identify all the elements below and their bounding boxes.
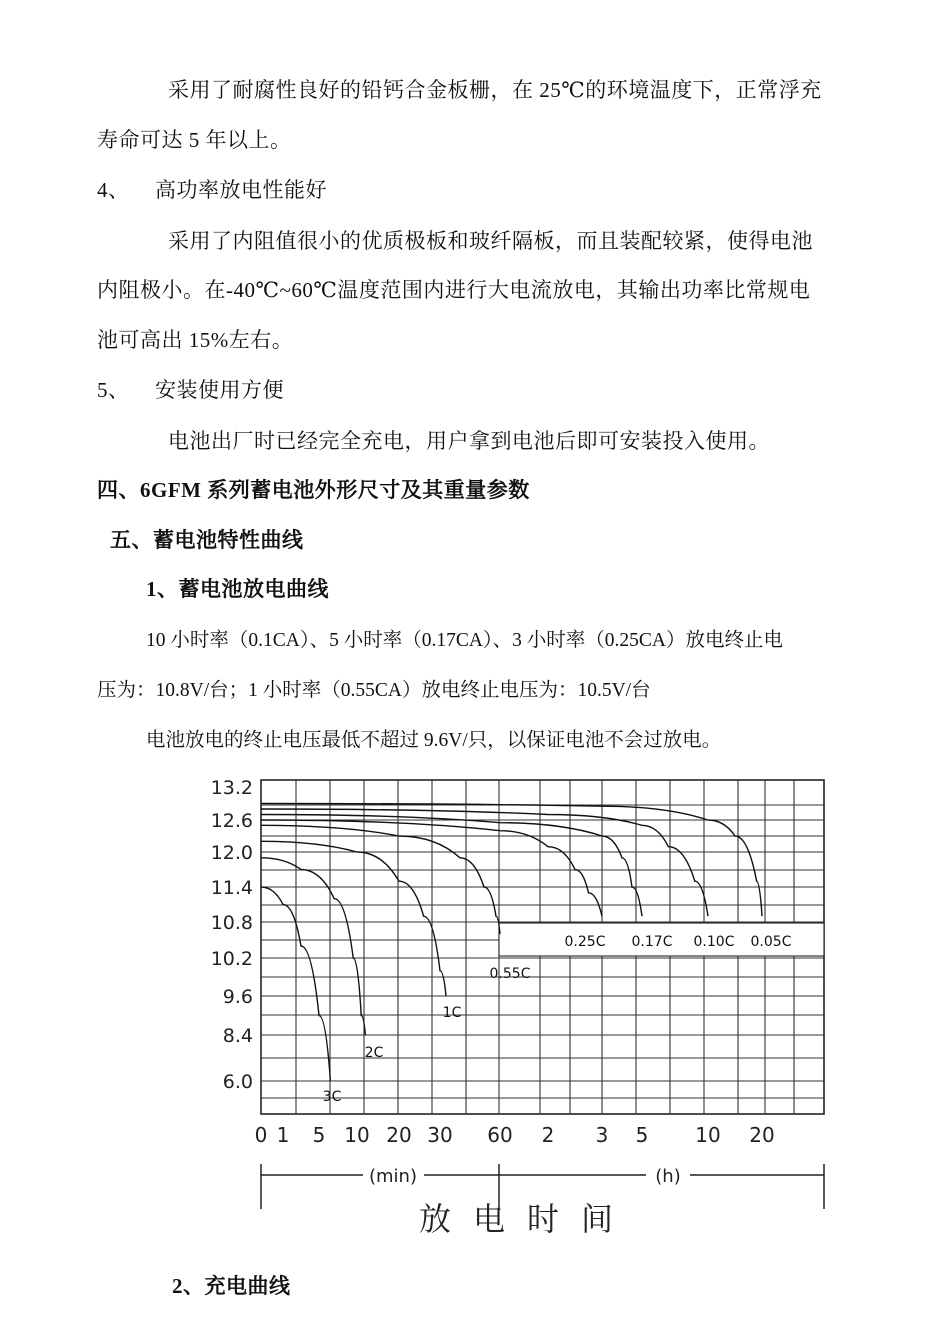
section-heading: 四、6GFM 系列蓄电池外形尺寸及其重量参数	[97, 478, 530, 502]
subsection-heading: 2、充电曲线	[172, 1274, 291, 1298]
list-item-title: 高功率放电性能好	[155, 178, 327, 202]
paragraph-line: 10 小时率（0.1CA）、5 小时率（0.17CA）、3 小时率（0.25CA）放电终止电	[146, 630, 784, 651]
list-item-number: 5、	[97, 378, 130, 402]
list-item-number: 4、	[97, 178, 130, 202]
chart-grid	[261, 780, 824, 1114]
paragraph-line: 电池放电的终止电压最低不超过 9.6V/只，以保证电池不会过放电。	[146, 730, 722, 751]
y-tick-label: 12.6	[210, 810, 253, 832]
y-tick-label: 13.2	[210, 777, 253, 799]
y-tick-label: 11.4	[210, 877, 253, 899]
curve-0.10C	[261, 809, 708, 916]
x-tick-label: 3	[595, 1123, 609, 1147]
y-tick-label: 9.6	[222, 986, 253, 1008]
x-tick-label: 20	[386, 1123, 412, 1147]
x-tick-label: 0	[254, 1123, 268, 1147]
x-unit-hours: (h)	[655, 1166, 681, 1187]
x-tick-label: 2	[541, 1123, 555, 1147]
series-label-1C: 1C	[442, 1005, 462, 1021]
x-tick-label: 10	[344, 1123, 370, 1147]
curve-1C	[261, 841, 446, 996]
discharge-curve-chart	[0, 760, 950, 1250]
y-tick-label: 8.4	[222, 1025, 253, 1047]
x-tick-label: 10	[695, 1123, 721, 1147]
curve-2C	[261, 858, 365, 1035]
series-label-3C: 3C	[322, 1089, 342, 1105]
series-label-0.05C: 0.05C	[750, 934, 792, 950]
series-label-2C: 2C	[364, 1045, 384, 1061]
x-tick-label: 20	[749, 1123, 775, 1147]
y-tick-label: 6.0	[222, 1071, 253, 1093]
y-tick-label: 10.2	[210, 948, 253, 970]
x-axis-label: 放电时间	[418, 1200, 636, 1238]
paragraph-line: 采用了内阻值很小的优质极板和玻纤隔板，而且装配较紧，使得电池	[168, 229, 813, 253]
y-tick-label: 10.8	[210, 912, 253, 934]
section-heading: 五、蓄电池特性曲线	[110, 528, 304, 552]
series-label-0.10C: 0.10C	[693, 934, 735, 950]
list-item-title: 安装使用方便	[155, 378, 284, 402]
y-tick-labels	[211, 777, 253, 1093]
x-unit-minutes: (min)	[369, 1166, 417, 1187]
curve-0.17C	[261, 815, 642, 917]
x-tick-label: 5	[312, 1123, 326, 1147]
y-tick-label: 12.0	[210, 842, 253, 864]
x-tick-label: 5	[635, 1123, 649, 1147]
x-tick-label: 1	[276, 1123, 290, 1147]
paragraph-line: 采用了耐腐性良好的铅钙合金板栅，在 25℃的环境温度下，正常浮充	[168, 78, 822, 102]
series-label-0.17C: 0.17C	[631, 934, 673, 950]
series-label-0.55C: 0.55C	[489, 966, 531, 982]
series-label-0.25C: 0.25C	[564, 934, 606, 950]
x-tick-label: 30	[427, 1123, 453, 1147]
paragraph-line: 电池出厂时已经完全充电，用户拿到电池后即可安装投入使用。	[168, 429, 770, 453]
paragraph-line: 寿命可达 5 年以上。	[97, 128, 292, 152]
x-tick-label: 60	[487, 1123, 513, 1147]
paragraph-line: 池可高出 15%左右。	[97, 328, 294, 352]
series-labels	[323, 934, 792, 1105]
subsection-heading: 1、蓄电池放电曲线	[146, 577, 329, 601]
curve-0.55C	[261, 825, 500, 934]
paragraph-line: 内阻极小。在-40℃~60℃温度范围内进行大电流放电，其输出功率比常规电	[97, 278, 811, 302]
paragraph-line: 压为：10.8V/台；1 小时率（0.55CA）放电终止电压为：10.5V/台	[97, 680, 651, 701]
x-tick-labels	[255, 1123, 775, 1147]
